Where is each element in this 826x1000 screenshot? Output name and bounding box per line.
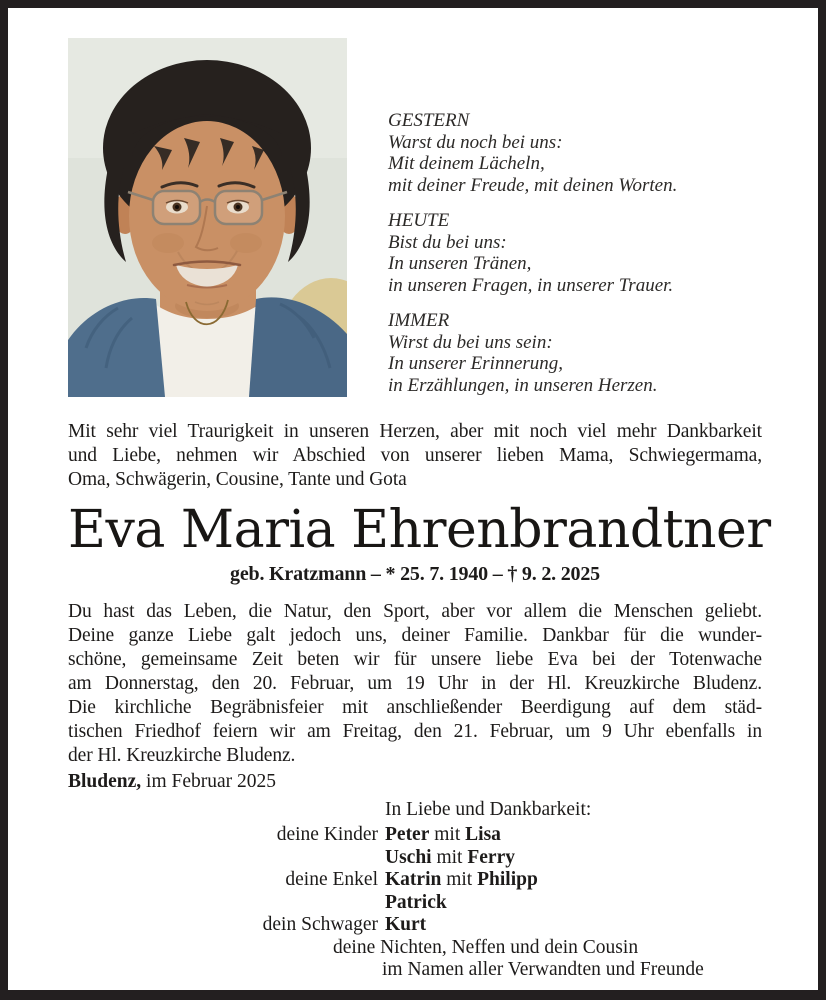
intro-line: und Liebe, nehmen wir Abschied von unserer lieben Mama, Schwiegermama,	[68, 445, 762, 466]
memorial-poem	[388, 110, 677, 410]
stanza-title: HEUTE	[388, 210, 450, 231]
signature-label	[68, 892, 378, 915]
announcement-line: schöne, gemeinsame Zeit beten wir für unsere liebe Eva bei der Totenwache	[68, 649, 762, 670]
birth-name-and-dates: geb. Kratzmann – * 25. 7. 1940 – † 9. 2. 2025	[230, 563, 600, 585]
signature-label: deine Enkel	[285, 869, 378, 890]
announcement-line: am Donnerstag, den 20. Februar, um 19 Uhr in der Hl. Kreuzkirche Bludenz.	[68, 673, 762, 694]
announcement-paragraph	[68, 600, 762, 768]
signature-names: Patrick	[385, 891, 447, 913]
dateline-date: im Februar 2025	[141, 771, 277, 792]
poem-stanza	[388, 210, 677, 296]
poem-line: In unseren Tränen,	[388, 253, 532, 274]
poem-line: Warst du noch bei uns:	[388, 131, 563, 153]
announcement-line: Du hast das Leben, die Natur, den Sport, aber vor allem die Menschen geliebt.	[68, 601, 762, 622]
poem-line: in unseren Fragen, in unserer Trauer.	[388, 274, 674, 296]
signature-extra-line: im Namen aller Verwandten und Freunde	[382, 959, 704, 980]
deceased-name: Eva Maria Ehrenbrandtner	[68, 500, 771, 560]
stanza-title: GESTERN	[388, 110, 470, 131]
portrait-photo	[68, 38, 347, 397]
poem-line: Bist du bei uns:	[388, 231, 507, 253]
intro-line: Oma, Schwägerin, Cousine, Tante und Gota	[68, 469, 407, 490]
signature-names: Peter mit Lisa	[385, 824, 501, 845]
signature-extra-line: deine Nichten, Neffen und dein Cousin	[333, 936, 639, 958]
poem-stanza	[388, 110, 677, 196]
intro-paragraph	[68, 420, 762, 492]
poem-stanza	[388, 310, 677, 396]
signature-label	[68, 847, 378, 870]
poem-line: in Erzählungen, in unseren Herzen.	[388, 374, 658, 396]
announcement-line: Die kirchliche Begräbnisfeier mit anschließender Beerdigung auf dem städ-	[68, 697, 762, 718]
dateline	[68, 770, 762, 794]
poem-line: Mit deinem Lächeln,	[388, 153, 545, 174]
poem-line: mit deiner Freude, mit deinen Worten.	[388, 174, 678, 196]
intro-line: Mit sehr viel Traurigkeit in unseren Herzen, aber mit noch viel mehr Dankbarkeit	[68, 421, 762, 442]
signature-names: Katrin mit Philipp	[385, 869, 538, 890]
announcement-line: Deine ganze Liebe galt jedoch uns, deiner Familie. Dankbar für die wunder-	[68, 625, 762, 646]
signature-names: Uschi mit Ferry	[385, 846, 515, 868]
dateline-place: Bludenz,	[68, 771, 142, 792]
signature-block	[68, 824, 762, 937]
signature-label: deine Kinder	[276, 824, 378, 845]
poem-line: Wirst du bei uns sein:	[388, 331, 553, 353]
poem-line: In unserer Erinnerung,	[388, 353, 564, 374]
signature-label: dein Schwager	[262, 914, 378, 935]
signature-names: Kurt	[385, 914, 427, 935]
stanza-title: IMMER	[388, 310, 450, 331]
announcement-line: der Hl. Kreuzkirche Bludenz.	[68, 745, 296, 766]
closing-heading: In Liebe und Dankbarkeit:	[385, 799, 592, 820]
portrait-illustration	[68, 38, 347, 397]
announcement-line: tischen Friedhof feiern wir am Freitag, den 21. Februar, um 9 Uhr ebenfalls in	[68, 721, 762, 742]
header-section	[68, 8, 762, 408]
